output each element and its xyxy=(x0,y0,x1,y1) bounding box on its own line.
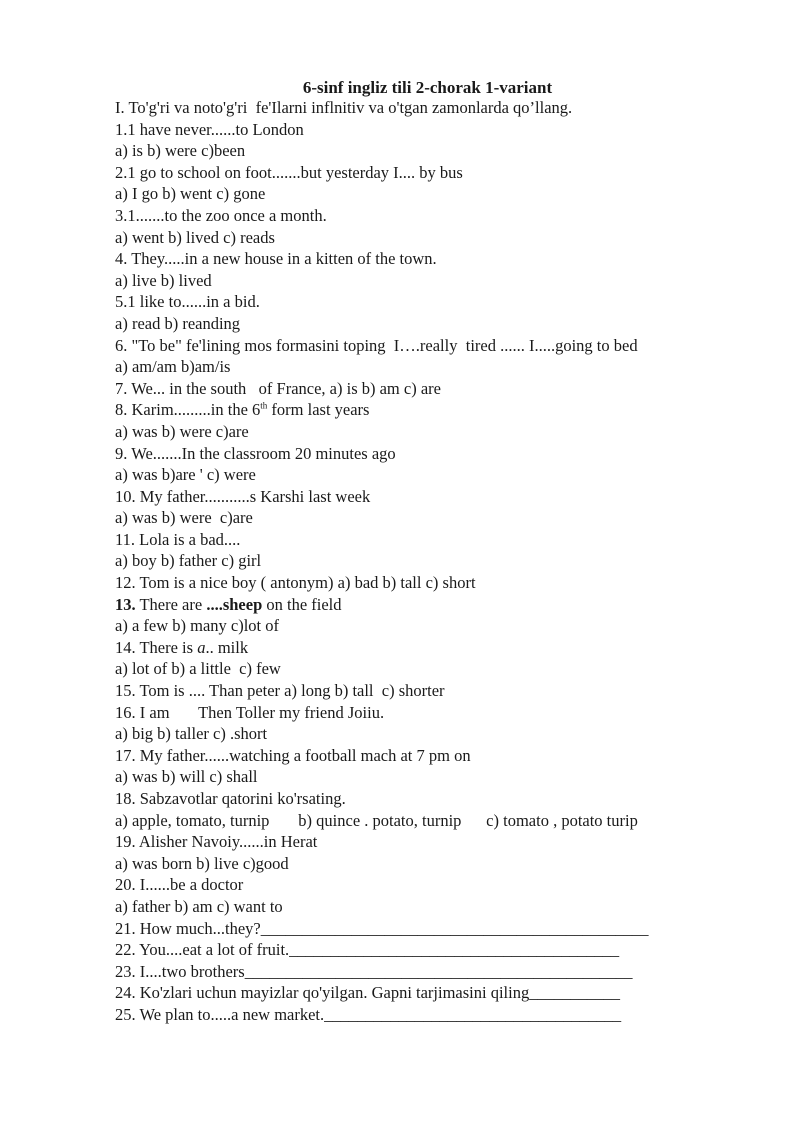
worksheet-line: 9. We.......In the classroom 20 minutes ago xyxy=(115,443,396,463)
question-number: 13. xyxy=(115,594,136,614)
worksheet-line: 4. They.....in a new house in a kitten of the town. xyxy=(115,249,437,269)
line-text: form last years xyxy=(267,400,370,420)
worksheet-line: 23. I....two brothers_______________________________________________ xyxy=(115,961,633,981)
worksheet-line: a) was b) will c) shall xyxy=(115,767,258,787)
worksheet-line: a) apple, tomato, turnip b) quince . potato, turnip c) tomato , potato turip xyxy=(115,810,638,830)
worksheet-line: a) is b) were c)been xyxy=(115,141,246,161)
worksheet-line: a) I go b) went c) gone xyxy=(115,184,266,204)
worksheet-line xyxy=(115,637,775,659)
bold-text: ....sheep xyxy=(206,594,263,614)
question-list xyxy=(115,97,775,1026)
worksheet-line: 16. I am Then Toller my friend Joiiu. xyxy=(115,702,385,722)
worksheet-line: a) am/am b)am/is xyxy=(115,357,231,377)
worksheet-line: 2.1 go to school on foot.......but yesterday I.... by bus xyxy=(115,162,463,182)
worksheet-line: a) father b) am c) want to xyxy=(115,896,283,916)
worksheet-line: a) live b) lived xyxy=(115,270,212,290)
worksheet-line: a) read b) reanding xyxy=(115,313,241,333)
worksheet-line: 18. Sabzavotlar qatorini ko'rsating. xyxy=(115,789,346,808)
worksheet-line: a) boy b) father c) girl xyxy=(115,551,262,571)
worksheet-line: a) lot of b) a little c) few xyxy=(115,659,281,679)
worksheet-line: a) was b)are ' c) were xyxy=(115,465,256,485)
ordinal-suffix: th xyxy=(260,400,268,411)
worksheet-line: 17. My father......watching a football mach at 7 pm on xyxy=(115,745,471,765)
line-text: There are xyxy=(135,594,207,614)
worksheet-line: 19. Alisher Navoiy......in Herat xyxy=(115,832,318,852)
worksheet-line xyxy=(115,399,775,421)
worksheet-line xyxy=(115,594,775,616)
line-text: on the field xyxy=(262,594,342,614)
italic-text: a xyxy=(197,637,206,657)
line-text: 8. Karim.........in the 6 xyxy=(115,400,261,420)
worksheet-line: 21. How much...they?_______________________________________________ xyxy=(115,918,649,938)
worksheet-line: a) was b) were c)are xyxy=(115,421,249,441)
line-text: .. milk xyxy=(205,637,249,657)
worksheet-line: 3.1.......to the zoo once a month. xyxy=(115,205,327,225)
worksheet-line: 10. My father...........s Karshi last week xyxy=(115,486,371,506)
worksheet-line: a) a few b) many c)lot of xyxy=(115,616,280,636)
worksheet-line: 15. Tom is .... Than peter a) long b) tall c) shorter xyxy=(115,681,445,701)
worksheet-line: 25. We plan to.....a new market.____________________________________ xyxy=(115,1004,622,1024)
worksheet-line: a) was b) were c)are xyxy=(115,508,253,528)
worksheet-line: 12. Tom is a nice boy ( antonym) a) bad b) tall c) short xyxy=(115,573,476,593)
worksheet-line: a) big b) taller c) .short xyxy=(115,724,268,744)
worksheet-line: 11. Lola is a bad.... xyxy=(115,529,241,549)
worksheet-line: a) was born b) live c)good xyxy=(115,853,289,873)
worksheet-line: 22. You....eat a lot of fruit.________________________________________ xyxy=(115,940,620,960)
page-title: 6-sinf ingliz tili 2-chorak 1-variant xyxy=(302,78,553,97)
worksheet-line: 1.1 have never......to London xyxy=(115,119,304,139)
worksheet-line: 7. We... in the south of France, a) is b) am c) are xyxy=(115,378,441,398)
worksheet-line: 24. Ko'zlari uchun mayizlar qo'yilgan. Gapni tarjimasini qiling___________ xyxy=(115,983,620,1003)
worksheet-line: a) went b) lived c) reads xyxy=(115,227,275,247)
section-heading: I. To'g'ri va noto'g'ri fe'Ilarni inflnitiv va o'tgan zamonlarda qo’llang. xyxy=(115,98,573,117)
worksheet-line: 6. "To be" fe'lining mos formasini toping I….really tired ...... I.....going to bed xyxy=(115,335,638,355)
worksheet-line: 20. I......be a doctor xyxy=(115,875,244,895)
worksheet-line: 5.1 like to......in a bid. xyxy=(115,292,260,312)
line-text: 14. There is xyxy=(115,637,198,657)
